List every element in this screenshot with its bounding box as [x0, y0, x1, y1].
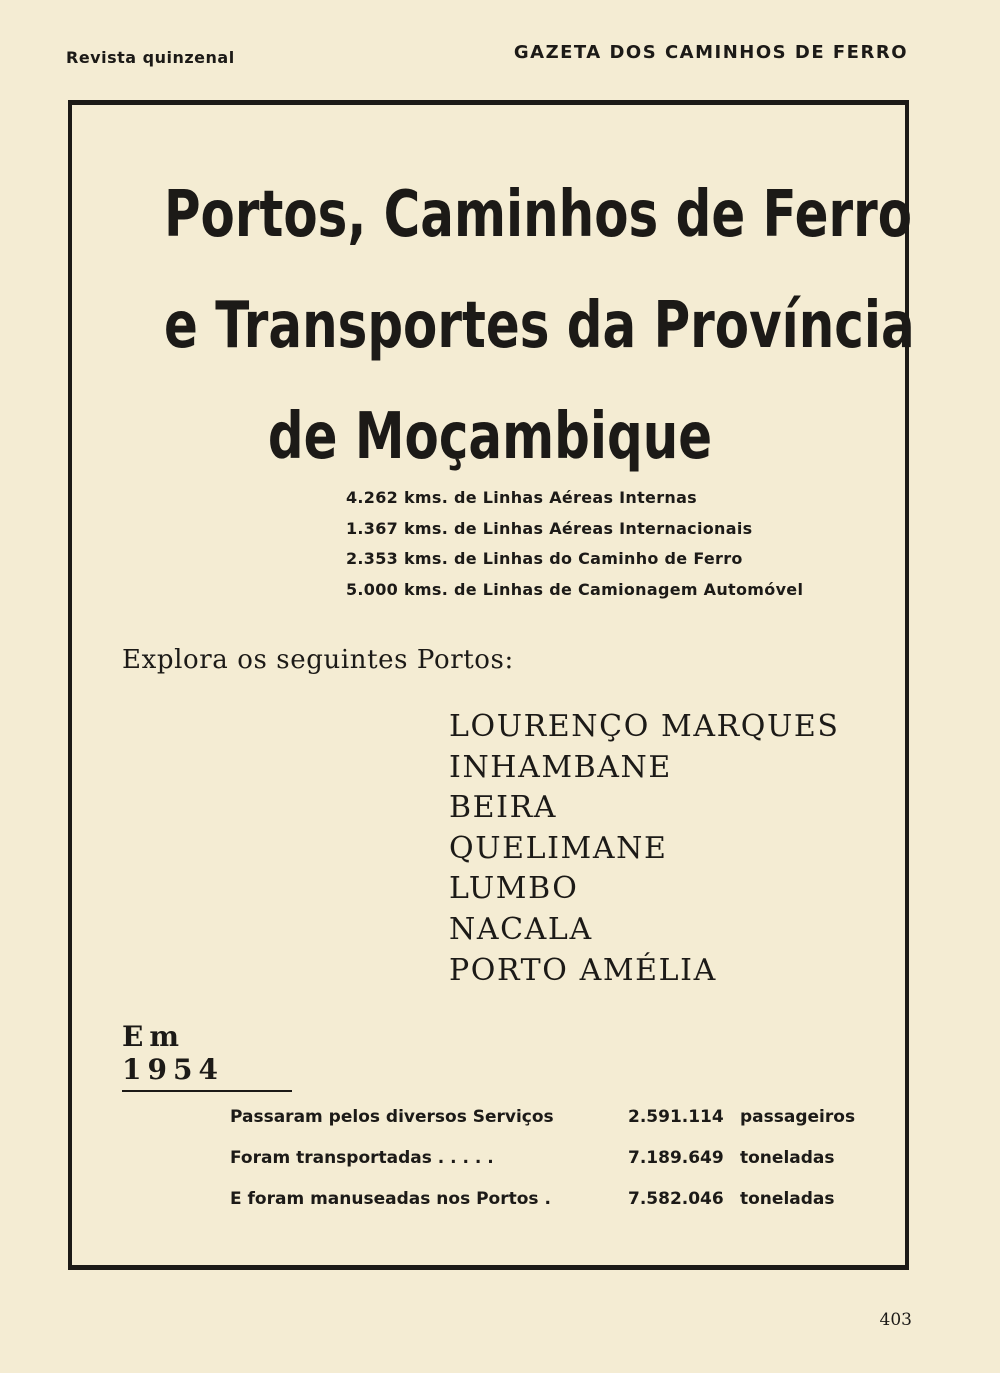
network-stat: 2.353 kms. de Linhas do Caminho de Ferro — [346, 549, 743, 568]
ports-list — [449, 707, 840, 991]
totals-label: Passaram pelos diversos Serviços — [230, 1106, 554, 1127]
totals-value: 2.591.114 — [628, 1106, 724, 1127]
header-publication-frequency: Revista quinzenal — [66, 48, 235, 67]
totals-unit: toneladas — [740, 1188, 835, 1209]
network-stat: 1.367 kms. de Linhas Aéreas Internacionais — [346, 518, 753, 538]
totals-row — [230, 1096, 860, 1137]
port-item: BEIRA — [449, 790, 558, 826]
port-item: QUELIMANE — [449, 830, 668, 866]
ad-title-line: Portos, Caminhos de Ferro — [163, 178, 913, 252]
port-item: PORTO AMÉLIA — [449, 952, 717, 988]
port-item: INHAMBANE — [449, 749, 672, 785]
totals-label: Foram transportadas . . . . . — [230, 1147, 494, 1168]
totals-value: 7.582.046 — [628, 1188, 724, 1209]
ad-title — [163, 160, 915, 493]
ad-title-line: e Transportes da Província — [163, 289, 915, 363]
totals-row — [230, 1178, 860, 1219]
totals-unit: toneladas — [740, 1147, 835, 1168]
port-item: NACALA — [449, 911, 593, 947]
port-item: LUMBO — [449, 871, 579, 907]
page-number: 403 — [879, 1310, 912, 1330]
totals-table — [230, 1096, 860, 1219]
year-heading: Em 1954 — [122, 1020, 292, 1092]
totals-unit: passageiros — [740, 1106, 856, 1127]
totals-value: 7.189.649 — [628, 1147, 724, 1168]
network-stat: 5.000 kms. de Linhas de Camionagem Automóvel — [346, 579, 804, 599]
totals-row — [230, 1137, 860, 1178]
header-publication-title: GAZETA DOS CAMINHOS DE FERRO — [513, 42, 908, 63]
ports-intro: Explora os seguintes Portos: — [122, 645, 514, 675]
ad-title-line: de Moçambique — [267, 400, 713, 474]
totals-label: E foram manuseadas nos Portos . — [230, 1188, 551, 1209]
network-stat: 4.262 kms. de Linhas Aéreas Internas — [346, 488, 698, 507]
port-item: LOURENÇO MARQUES — [449, 709, 840, 744]
network-stats-list — [346, 483, 803, 605]
